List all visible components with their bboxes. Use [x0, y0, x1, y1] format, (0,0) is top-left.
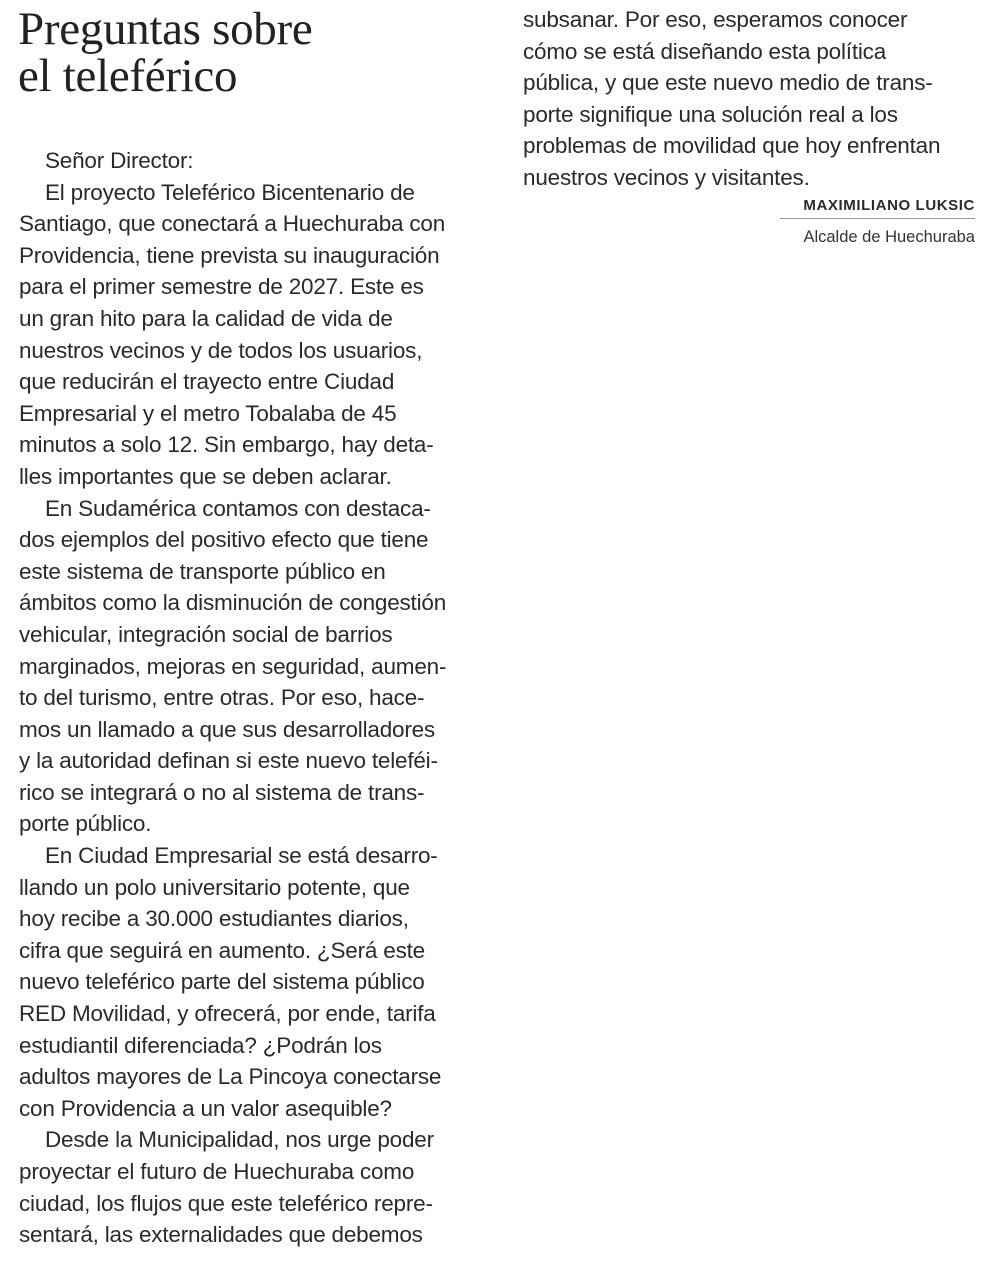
author-name: MAXIMILIANO LUKSIC	[803, 197, 975, 214]
body-line: lles importantes que se deben aclarar.	[19, 463, 392, 489]
letter-body-left-column	[19, 145, 471, 1251]
body-line: nuevo teleférico parte del sistema público	[19, 969, 425, 995]
body-line: El proyecto Teleférico Bicentenario de	[45, 179, 415, 205]
body-line: Empresarial y el metro Tobalaba de 45	[19, 400, 397, 426]
body-line: adultos mayores de La Pincoya conectarse	[19, 1064, 442, 1090]
body-line: un gran hito para la calidad de vida de	[19, 305, 393, 331]
body-line: ciudad, los flujos que este teleférico repre-	[19, 1190, 433, 1216]
body-line: que reducirán el trayecto entre Ciudad	[19, 369, 395, 395]
body-line: Señor Director:	[45, 148, 194, 173]
letter-body-right-column	[523, 4, 975, 194]
body-line: llando un polo universitario potente, que	[19, 874, 410, 900]
body-line: RED Movilidad, y ofrecerá, por ende, tarifa	[19, 1001, 436, 1027]
body-line: dos ejemplos del positivo efecto que tiene	[19, 527, 429, 553]
body-line: estudiantil diferenciada? ¿Podrán los	[19, 1032, 382, 1058]
body-line: porte público.	[19, 811, 152, 837]
body-line: mos un llamado a que sus desarrolladores	[19, 716, 435, 742]
body-line: Providencia, tiene prevista su inauguración	[19, 242, 440, 268]
body-line: En Ciudad Empresarial se está desarro-	[45, 843, 438, 869]
headline-line-2: el teleférico	[18, 50, 238, 102]
body-line: problemas de movilidad que hoy enfrentan	[523, 133, 941, 159]
body-line: rico se integrará o no al sistema de trans-	[19, 779, 425, 805]
letter-headline	[18, 3, 488, 102]
body-line: sentará, las externalidades que debemos	[19, 1222, 423, 1248]
body-line: vehicular, integración social de barrios	[19, 621, 393, 647]
body-line: proyectar el futuro de Huechuraba como	[19, 1159, 415, 1184]
body-line: minutos a solo 12. Sin embargo, hay deta-	[19, 432, 434, 458]
body-line: ámbitos como la disminución de congestión	[19, 590, 447, 616]
body-line: para el primer semestre de 2027. Este es	[19, 274, 424, 300]
signature-divider	[780, 218, 975, 219]
body-line: En Sudamérica contamos con destaca-	[45, 495, 431, 521]
body-line: nuestros vecinos y de todos los usuarios,	[19, 337, 423, 363]
headline-line-1: Preguntas sobre	[18, 3, 313, 55]
body-line: con Providencia a un valor asequible?	[19, 1095, 392, 1121]
body-line: subsanar. Por eso, esperamos conocer	[523, 7, 908, 32]
body-line: nuestros vecinos y visitantes.	[523, 164, 810, 190]
body-line: y la autoridad definan si este nuevo teleféi-	[19, 748, 438, 774]
body-line: cómo se está diseñando esta política	[523, 38, 887, 64]
body-line: marginados, mejoras en seguridad, aumen-	[19, 653, 447, 679]
body-line: Desde la Municipalidad, nos urge poder	[45, 1127, 434, 1153]
author-role: Alcalde de Huechuraba	[803, 228, 975, 246]
body-line: cifra que seguirá en aumento. ¿Será este	[19, 937, 425, 963]
body-line: pública, y que este nuevo medio de trans-	[523, 70, 933, 96]
body-line: hoy recibe a 30.000 estudiantes diarios,	[19, 906, 409, 932]
body-line: este sistema de transporte público en	[19, 558, 386, 584]
body-line: to del turismo, entre otras. Por eso, hace-	[19, 685, 425, 711]
body-line: porte signifique una solución real a los	[523, 101, 898, 127]
body-line: Santiago, que conectará a Huechuraba con	[19, 211, 446, 237]
